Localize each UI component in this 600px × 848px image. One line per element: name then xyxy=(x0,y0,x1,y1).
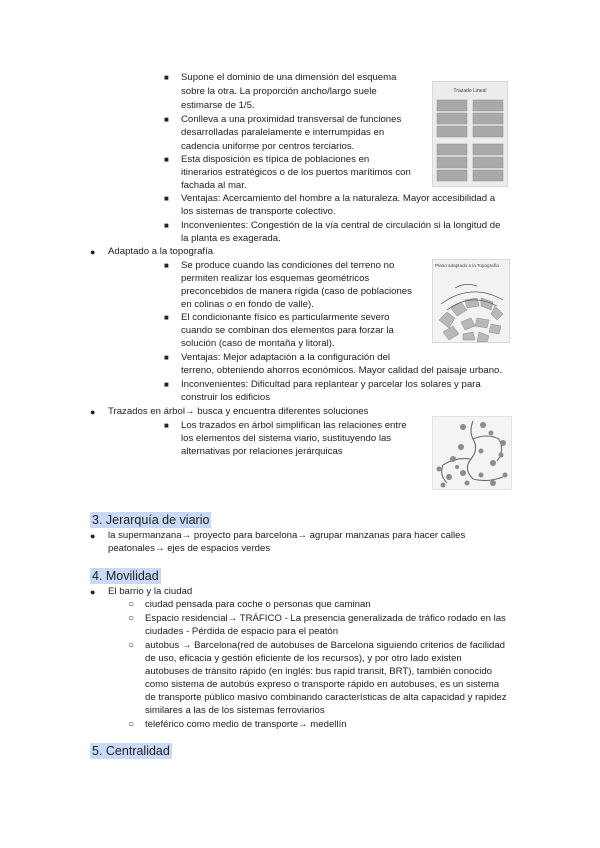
text-line: Inconvenientes: Dificultad para replantear y parcelar los solares y para xyxy=(181,379,481,390)
text-line: similares a las de los sistemas ferroviarios xyxy=(145,705,325,716)
circle-bullet-icon: ○ xyxy=(128,613,135,624)
text-line: Espacio residencial→ TRÁFICO - La presencia generalizada de tráfico rodado en las xyxy=(145,613,506,624)
text-line: Supone el dominio de una dimensión del esquema xyxy=(181,72,397,83)
text-line: solución (caso de montaña y litoral). xyxy=(181,338,335,349)
section-heading-movilidad: 4. Movilidad xyxy=(92,569,159,583)
linear-blocks-drawing xyxy=(433,82,507,186)
text-line: Ventajas: Acercamiento del hombre a la naturaleza. Mayor accesibilidad a xyxy=(181,193,496,204)
text-line: cadencia uniforme por centros terciarios. xyxy=(181,141,355,152)
linear-layout-figure xyxy=(432,81,508,187)
bullet-dot-icon: ● xyxy=(90,407,96,417)
text-line: los elementos del sistema viario, sustituyendo las xyxy=(181,433,392,444)
figure-label: Trazado Lineal xyxy=(453,88,487,94)
text-line: Los trazados en árbol simplifican las relaciones entre xyxy=(181,420,407,431)
text-line: los sistemas de transporte colectivo. xyxy=(181,206,336,217)
text-line: la supermanzana→ proyecto para barcelona→ agrupar manzanas para hacer calles xyxy=(108,530,466,541)
bullet-dot-icon: ● xyxy=(90,587,96,597)
topography-drawing xyxy=(433,260,509,342)
text-line: de transporte público masivo combinando características de alta capacidad y rapidez xyxy=(145,692,507,703)
text-line: cuando se combinan dos elementos para forzar la xyxy=(181,325,394,336)
square-bullet-icon: ■ xyxy=(164,115,169,124)
text-line: autobus → Barcelona(red de autobuses de Barcelona siguiendo criterios de facilidad xyxy=(145,640,505,651)
text-line: Esta disposición es típica de poblaciones en xyxy=(181,154,370,165)
text-line: ciudades - Pérdida de espacio para el peatón xyxy=(145,626,339,637)
square-bullet-icon: ■ xyxy=(164,421,169,430)
text-line: autobuses de tránsito rápido (en inglés: bus rapid transit, BRT), también conocido xyxy=(145,666,492,677)
square-bullet-icon: ■ xyxy=(164,261,169,270)
text-line: de uso, eficacia y gestión eficiente de los recursos), y por otro lado existen xyxy=(145,653,462,664)
square-bullet-icon: ■ xyxy=(164,313,169,322)
text-line: construir los edificios xyxy=(181,392,271,403)
bullet-dot-icon: ● xyxy=(90,531,96,541)
list-item-title: El barrio y la ciudad xyxy=(108,586,193,597)
text-line: la planta es exagerada. xyxy=(181,233,281,244)
square-bullet-icon: ■ xyxy=(164,73,169,82)
text-line: desarrolladas paralelamente e interrumpidas en xyxy=(181,127,385,138)
text-line: Ventajas: Mejor adaptación a la configuración del xyxy=(181,352,391,363)
list-item-title: Adaptado a la topografía xyxy=(108,246,214,257)
figure-label: Plano adaptado a la Topografía xyxy=(435,263,499,268)
text-line: estimarse de 1/5. xyxy=(181,100,255,111)
text-line: preconcebidos de manera rígida (caso de poblaciones xyxy=(181,286,412,297)
circle-bullet-icon: ○ xyxy=(128,719,135,730)
text-line: Inconvenientes: Congestión de la vía central de circulación si la longitud de xyxy=(181,220,501,231)
topography-figure xyxy=(432,259,510,343)
text-line: itinerarios estratégicos o de los puertos marítimos con xyxy=(181,167,411,178)
section-heading-centralidad: 5. Centralidad xyxy=(92,744,170,758)
text-line: fachada al mar. xyxy=(181,180,247,191)
square-bullet-icon: ■ xyxy=(164,353,169,362)
square-bullet-icon: ■ xyxy=(164,155,169,164)
text-line: El condicionante físico es particularmente severo xyxy=(181,312,390,323)
list-item-title: Trazados en árbol→ busca y encuentra diferentes soluciones xyxy=(108,406,369,417)
text-line: sobre la otra. La proporción ancho/largo suele xyxy=(181,86,377,97)
circle-bullet-icon: ○ xyxy=(128,640,135,651)
text-line: alternativas por relaciones jerárquicas xyxy=(181,446,343,457)
square-bullet-icon: ■ xyxy=(164,194,169,203)
circle-bullet-icon: ○ xyxy=(128,599,135,610)
section-heading-jerarquia: 3. Jerarquía de viario xyxy=(92,513,210,527)
text-line: terreno, obteniendo ahorros económicos. Mayor calidad del paisaje urbano. xyxy=(181,365,503,376)
text-line: Conlleva a una proximidad transversal de funciones xyxy=(181,114,402,125)
text-line: en colinas o en fondo de valle). xyxy=(181,299,314,310)
text-line: permiten realizar los esquemas geométricos xyxy=(181,273,370,284)
bullet-dot-icon: ● xyxy=(90,247,96,257)
square-bullet-icon: ■ xyxy=(164,221,169,230)
text-line: teleférico como medio de transporte→ medellín xyxy=(145,719,347,730)
square-bullet-icon: ■ xyxy=(164,380,169,389)
tree-layout-drawing xyxy=(433,417,511,489)
text-line: ciudad pensada para coche o personas que caminan xyxy=(145,599,371,610)
tree-layout-figure xyxy=(432,416,512,490)
text-line: Se produce cuando las condiciones del terreno no xyxy=(181,260,395,271)
text-line: como sistema de autobús expreso o transporte rápido en autobuses, es un sistema xyxy=(145,679,500,690)
text-line: peatonales→ ejes de espacios verdes xyxy=(108,543,271,554)
